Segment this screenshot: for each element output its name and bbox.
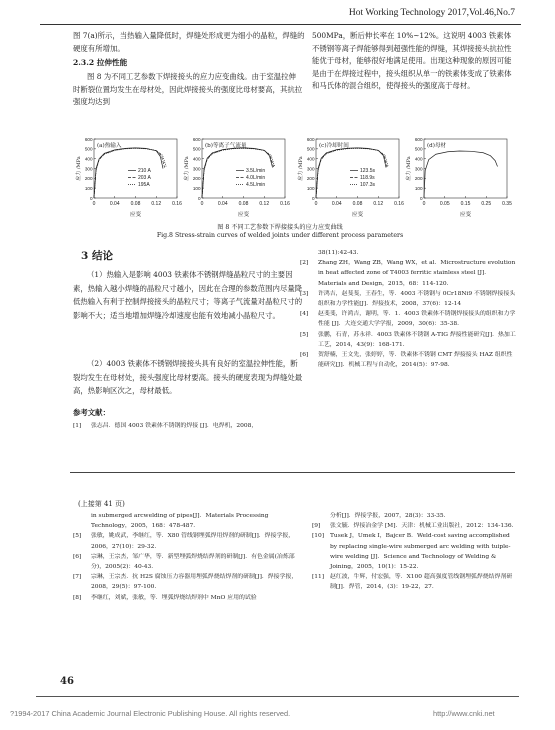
x-tick-label: 0.12 [151,201,162,207]
y-axis-label: 应力 /MPa [76,156,82,181]
page-number: 46 [60,676,74,687]
right-paragraph-1: 500MPa，断后伸长率在 10%~12%。这说明 4003 铁素体不锈钢等离子焊能够得到超强性能的焊缝，其焊接接头抗拉性能优于母材，能够很好地满足使用。出现这种现象的原因可能是由于在焊接过程中，接头组织从单一的铁素体变成了铁素体和马氏体的混合组织，使得接头的强度高于母材。 [312,31,512,91]
chart-d-svg [404,136,510,220]
reference-text: 张文毓．焊接冶金学 [M]．天津：机械工业出版社，2012：134-136. [330,523,514,530]
chart-title: (c)冷却时间 [319,143,349,149]
chart-b [182,136,288,220]
reference-item [73,593,305,603]
x-tick-label: 0 [422,201,426,207]
legend-label: 4.5L/min [246,182,266,188]
reference-number: [3] [300,290,309,297]
footer [10,709,495,718]
y-tick-label: 500 [306,146,315,152]
x-tick-label: 0.04 [331,201,342,207]
y-tick-label: 600 [306,136,315,142]
x-tick-label: 0 [200,201,204,207]
reference-text: 贺舒楠，王文先，张婷婷，等．铁素体不锈钢 CMT 焊接接头 HAZ 组织性能研究[J]．机械工程与自动化，2014(5)：97-98. [318,352,513,369]
legend-label: 3.5L/min [246,168,266,174]
left-paragraph-1: 图 7(a)所示，当热输入量降低时，焊缝处形成更为细小的晶粒，焊缝的硬度有所增加。 [73,31,305,53]
reference-number: [11] [312,574,325,581]
reference-item [300,330,518,350]
continued-from: (上接第 41 页) [78,500,125,508]
x-tick-label: 0.16 [172,201,182,207]
reference-number: [10] [312,533,325,540]
subsection-heading: 2.3.2 拉伸性能 [73,58,128,67]
x-tick-label: 0.08 [130,201,141,207]
reference-text: Zhang ZH，Wang ZB，Wang WX，et al．Microstructure evolution in heat affected zone of T4003 ferritic stainless steel [J]．Materials and Design，2015，68：114-120. [318,260,516,287]
figure-caption-cn: 图 8 不同工艺参数下焊接接头的应力应变曲线 [217,224,343,231]
reference-item [73,572,305,592]
y-tick-label: 300 [84,166,93,172]
reference-text: 张敏，姚成武，李继红，等．X80 管线钢埋弧焊用焊剂的研制[J]．焊接学报，2006，27(10)：29-32. [91,533,295,550]
running-header: Hot Working Technology 2017,Vol.46,No.7 [348,8,515,18]
y-tick-label: 400 [84,156,93,162]
y-tick-label: 100 [84,185,93,191]
y-tick-label: 0 [419,195,423,201]
reference-item [73,511,305,531]
reference-text: 许鸿吉，赵斐斐，王春生，等．4003 不锈钢与 0Cr18Ni9 不锈钢焊接接头组织和力学性能[J]．焊接技术，2008，37(6)：12-14 [318,290,516,308]
y-axis-label: 应力 /MPa [298,156,304,181]
chart-a-svg [74,136,180,220]
x-tick-label: 0.12 [373,201,384,207]
reference-number: [9] [312,523,321,530]
reference-item [312,511,517,521]
x-axis-label: 应变 [351,212,364,218]
reference-number: [5] [300,331,309,338]
x-axis-label: 应变 [129,212,142,218]
reference-number: [6] [300,352,309,359]
x-tick-label: 0 [314,201,318,207]
y-tick-label: 100 [192,185,201,191]
legend-label: 123.5s [360,168,376,174]
reference-text: 张志昌．德国 4003 铁素体不锈钢的焊接 [J]．电焊机，2008， [91,423,258,429]
reference-number: [5] [73,533,82,540]
y-tick-label: 200 [306,176,315,182]
x-tick-label: 0.05 [439,201,450,207]
reference-text: in submerged arcwelding of pipes[J]．Materials Processing Technology，2005，168：478-487. [91,513,269,530]
chart-title: (a)热输入 [97,143,122,149]
y-tick-label: 400 [192,156,201,162]
x-tick-label: 0.08 [238,201,249,207]
chart-a [74,136,180,220]
header-rule [40,24,521,25]
x-tick-label: 0.25 [481,201,492,207]
y-tick-label: 100 [414,185,423,191]
chart-b-svg [182,136,288,220]
reference-number: [1] [73,423,82,429]
x-tick-label: 0.04 [109,201,120,207]
reference-item [312,531,517,572]
legend-label: 203 A [138,175,151,181]
y-tick-label: 600 [192,136,201,142]
reference-text: 赵红波，牛辉，付宏强，等．X100 超高强度管线钢埋弧焊烧结焊剂研制[J]．焊管，2014，(3)：19-22，27. [330,574,513,591]
reference-text: 李继红，刘斌，张敏，等．埋弧焊烧结焊剂中 MnO 应用的试验 [91,594,257,601]
x-tick-label: 0.08 [352,201,363,207]
reference-number: [6] [73,553,82,560]
reference-text: 张鹏，石青，苏永祥．4003 铁素体不锈钢 A-TIG 焊接性能研究[J]．热加工工艺，2014，43(9)：168-171. [318,331,516,348]
x-axis-label: 应变 [237,212,250,218]
legend-label: 4.0L/min [246,175,266,181]
reference-number [300,248,318,258]
reference-item [300,248,518,258]
x-tick-label: 0.15 [460,201,471,207]
y-tick-label: 0 [89,195,93,201]
y-tick-label: 500 [192,146,201,152]
legend-label: 118.9s [360,175,375,181]
references-title: 参考文献： [73,408,110,417]
reference-item [312,572,517,592]
reference-item [300,258,518,289]
x-tick-label: 0.12 [259,201,270,207]
reference-text: 38(11):42-43. [318,250,359,256]
reference-text: 宗琳，王宗杰．抗 H2S 腐蚀压力容器用埋弧焊烧结焊剂的研制[J]．焊接学报，2008，29(5)：97-100. [91,574,298,591]
reference-text: Tusek J，Umek I，Bajcer B．Weld-cost saving accomplished by replacing single-wire submerged arc welding with tuiple-wire welding [J]．Science and Technology of Welding & Joining，2005，10(1)：15-22. [330,533,511,571]
chart-c-svg [296,136,402,220]
reference-text: 赵斐斐，许鸿吉，谢明，等．1．4003 铁素体不锈钢焊接接头的组织和力学性能 [J]．大连交通大学学报，2009，30(6)：35-38. [318,311,516,328]
y-tick-label: 500 [84,146,93,152]
y-tick-label: 400 [306,156,315,162]
reference-item [300,289,518,309]
reference-text: 分析[J]．焊接学报，2007，28(3)：33-35. [330,513,446,519]
left-paragraph-2: 图 8 为不同工艺参数下焊接接头的应力应变曲线。由于室温拉伸时断裂位置均发生在母材处，因此焊接接头的强度比母材要高，其抗拉强度均达到 [73,72,303,107]
reference-number: [8] [73,594,82,601]
y-tick-label: 0 [197,195,201,201]
continued-refs-right [312,511,517,593]
chart-c [296,136,402,220]
reference-item [73,552,305,572]
continued-refs-left [73,511,305,603]
conclusion-2: （2）4003 铁素体不锈钢焊接接头具有良好的室温拉伸性能，断裂均发生在母材处，接头强度比母材要高。接头的硬度表现为焊缝处最高，热影响区次之，母材最低。 [73,359,303,396]
reference-text: 宗琳，王宗杰，邹广华，等．新型埋弧焊烧结焊剂的研制[J]．有色金属(冶炼部分)，2005(2)：40-43. [91,553,295,571]
figure-caption-en: Fig.8 Stress-strain curves of welded joints under different process parameters [156,232,404,239]
reference-item [300,350,518,370]
copyright-text: ?1994-2017 China Academic Journal Electronic Publishing House. All rights reserved. [10,709,291,718]
y-tick-label: 200 [84,176,93,182]
y-axis-label: 应力 /MPa [406,156,412,181]
reference-item [73,531,305,551]
y-tick-label: 600 [84,136,93,142]
y-tick-label: 200 [192,176,201,182]
x-tick-label: 0.04 [217,201,228,207]
conclusion-1: （1）热输入是影响 4003 铁素体不锈钢焊缝晶粒尺寸的主要因素，热输入越小焊缝的晶粒尺寸越小，因此在合理的参数范围内尽量降低热输入有利于控制焊接接头的晶粒尺寸；等离子气流量对晶粒尺寸的影响不大；适当地增加焊缝冷却速度也能有效地减小晶粒尺寸。 [73,270,303,321]
section-divider [70,472,515,473]
chart-title: (d)母材 [427,143,447,149]
y-tick-label: 0 [311,195,315,201]
chart-d [404,136,510,220]
legend-label: 210 A [138,168,151,174]
reference-number: [4] [300,311,309,318]
reference-number [312,511,330,521]
footer-rule [36,696,519,697]
y-tick-label: 600 [414,136,423,142]
references-left [73,421,305,431]
y-tick-label: 100 [306,185,315,191]
references-right [300,248,518,370]
section-title: 3 结论 [81,250,113,262]
y-tick-label: 300 [414,166,423,172]
y-tick-label: 300 [192,166,201,172]
y-tick-label: 400 [414,156,423,162]
x-tick-label: 0.35 [502,201,512,207]
y-tick-label: 300 [306,166,315,172]
y-tick-label: 200 [414,176,423,182]
reference-number: [2] [300,260,309,267]
x-axis-label: 应变 [459,212,472,218]
legend-label: 195A [138,182,150,188]
chart-title: (b)等离子气流量 [205,143,247,149]
cnki-link[interactable]: http://www.cnki.net [433,709,495,718]
reference-item [300,309,518,329]
y-tick-label: 500 [414,146,423,152]
reference-item [73,421,305,431]
reference-number: [7] [73,574,82,581]
x-tick-label: 0 [92,201,96,207]
reference-item [312,521,517,531]
legend-label: 107.3s [360,182,376,188]
x-tick-label: 0.16 [280,201,290,207]
x-tick-label: 0.16 [394,201,404,207]
reference-number [73,511,91,531]
y-axis-label: 应力 /MPa [184,156,190,181]
